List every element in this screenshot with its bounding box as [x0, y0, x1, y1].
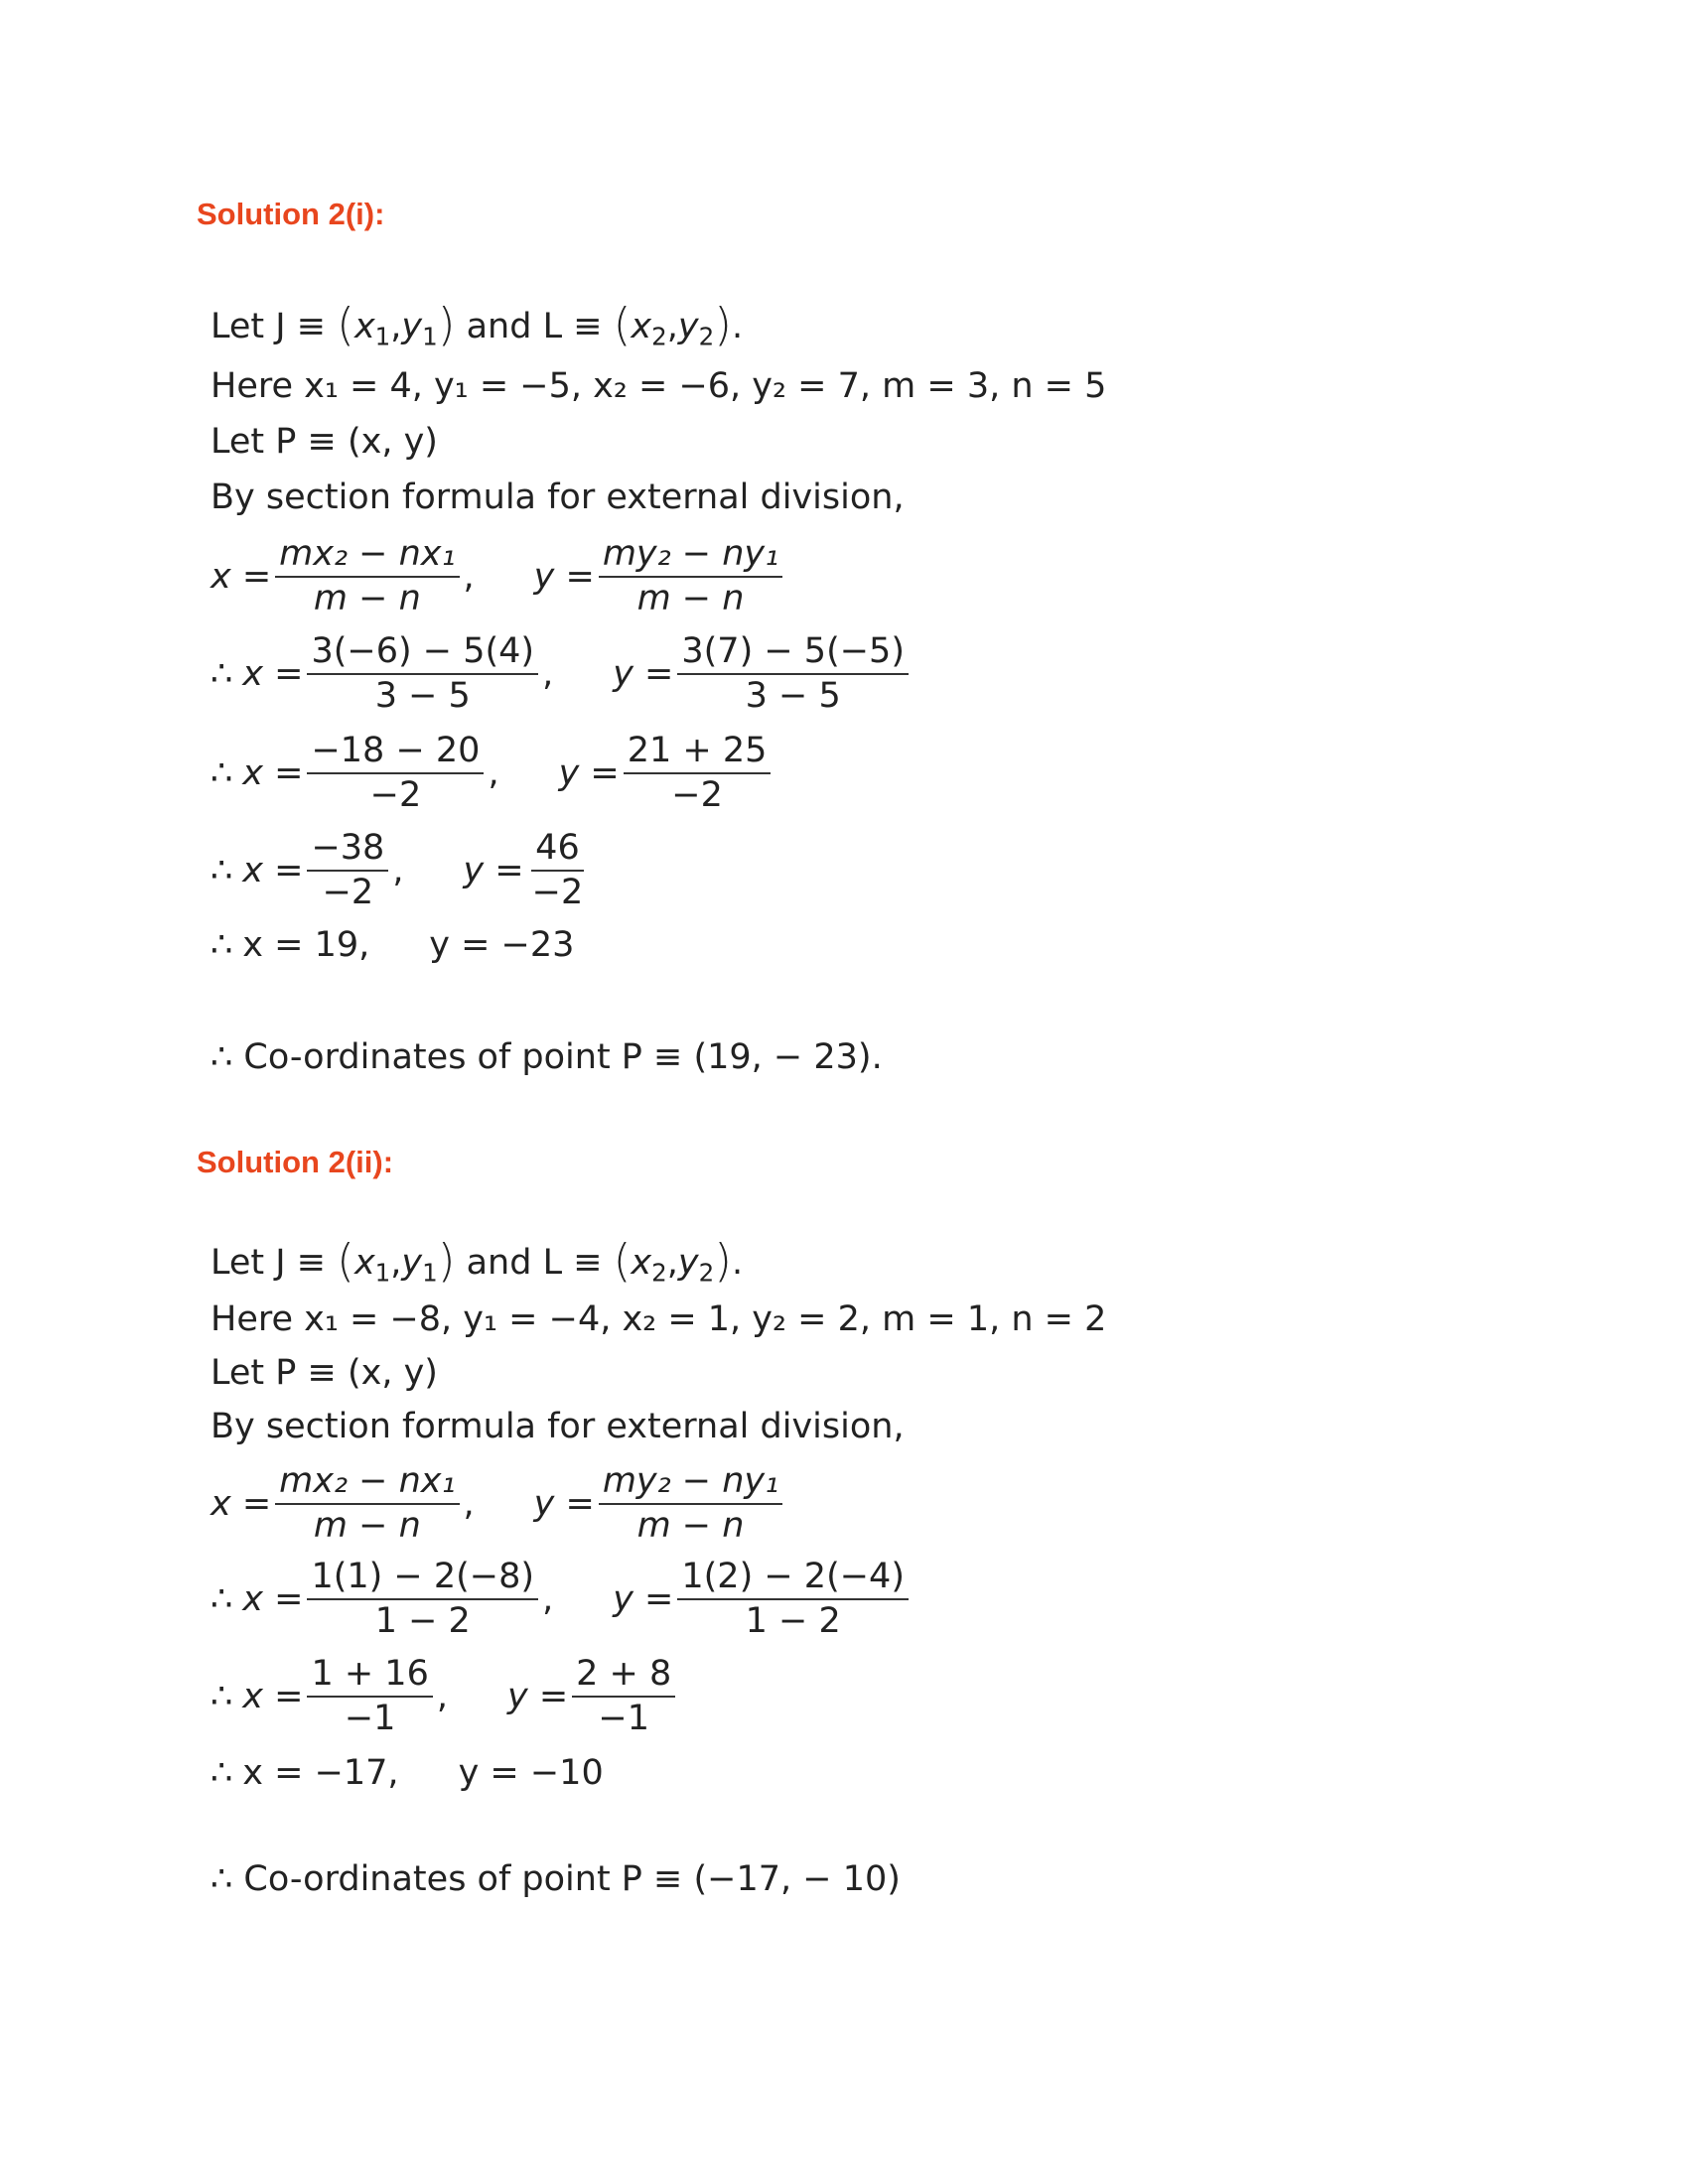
let-point: Let P ≡ (x, y) — [211, 1353, 438, 1393]
given-values: Here x₁ = −8, y₁ = −4, x₂ = 1, y₂ = 2, m = 1, n = 2 — [211, 1299, 1107, 1339]
given-values: Here x₁ = 4, y₁ = −5, x₂ = −6, y₂ = 7, m = 3, n = 5 — [211, 366, 1107, 406]
solution-heading: Solution 2(ii): — [197, 1145, 394, 1179]
formula-reduced: ∴ x = $\frac{-38}{-2}$ , y = $\frac{46}{-2}$ — [211, 830, 591, 911]
let-line: Let $J \equiv (x_1,y_1)$ and $L \equiv (x_2,y_2)$. — [211, 1234, 744, 1288]
fraction: $\frac{1(2) - 2(-4)}{1 - 2}$ — [677, 1559, 909, 1640]
fraction: $\frac{\text{mx₂ − nx₁}}{m - n}$ — [275, 1463, 459, 1545]
formula-substituted: ∴ x = $\frac{3(-6) - 5(4)}{3 - 5}$ , y = $\frac{3(7) - 5(-5)}{3 - 5}$ — [211, 633, 913, 715]
section-formula-intro: By section formula for external division, — [211, 478, 905, 517]
fraction: $\frac{3(7) - 5(-5)}{3 - 5}$ — [677, 633, 909, 715]
fraction: $\frac{1(1) - 2(-8)}{1 - 2}$ — [307, 1559, 538, 1640]
fraction: $\frac{1 + 16}{-1}$ — [307, 1656, 432, 1737]
let-line: Let $J \equiv (x_1,y_1)$ and $L \equiv (x_2,y_2)$. — [211, 298, 744, 351]
formula-general: x = $\frac{\text{mx₂ − nx₁}}{m - n}$ , y = $\frac{\text{my₂ − ny₁}}{m - n}$ — [211, 536, 786, 617]
fraction: $\frac{46}{-2}$ — [531, 828, 584, 912]
fraction: $\frac{\text{my₂ − ny₁}}{m - n}$ — [599, 1463, 782, 1545]
final-answer: ∴ Co-ordinates of point P ≡ (−17, − 10) — [211, 1859, 901, 1899]
fraction: $\frac{-18 - 20}{-2}$ — [307, 733, 484, 814]
fraction: $\frac{21 + 25}{-2}$ — [624, 733, 772, 814]
final-answer: ∴ Co-ordinates of point P ≡ (19, − 23). — [211, 1037, 883, 1077]
result-values: ∴ x = −17, y = −10 — [211, 1753, 604, 1793]
fraction: $\frac{\text{my₂ − ny₁}}{m - n}$ — [599, 536, 782, 617]
formula-substituted: ∴ x = $\frac{1(1) - 2(-8)}{1 - 2}$ , y = $\frac{1(2) - 2(-4)}{1 - 2}$ — [211, 1559, 913, 1640]
fraction: $\frac{2 + 8}{-1}$ — [572, 1656, 675, 1737]
fraction: $\frac{-38}{-2}$ — [307, 830, 388, 911]
section-formula-intro: By section formula for external division, — [211, 1407, 905, 1446]
formula-general: x = $\frac{\text{mx₂ − nx₁}}{m - n}$ , y = $\frac{\text{my₂ − ny₁}}{m - n}$ — [211, 1463, 786, 1545]
solution-heading: Solution 2(i): — [197, 197, 385, 231]
formula-simplified: ∴ x = $\frac{1 + 16}{-1}$ , y = $\frac{2 + 8}{-1}$ — [211, 1656, 679, 1737]
fraction: $\frac{\text{mx₂ − nx₁}}{m - n}$ — [275, 536, 459, 617]
fraction: $\frac{3(-6) - 5(4)}{3 - 5}$ — [307, 633, 538, 715]
formula-simplified: ∴ x = $\frac{-18 - 20}{-2}$ , y = $\frac{21 + 25}{-2}$ — [211, 733, 774, 814]
result-values: ∴ x = 19, y = −23 — [211, 925, 575, 965]
let-point: Let P ≡ (x, y) — [211, 422, 438, 462]
